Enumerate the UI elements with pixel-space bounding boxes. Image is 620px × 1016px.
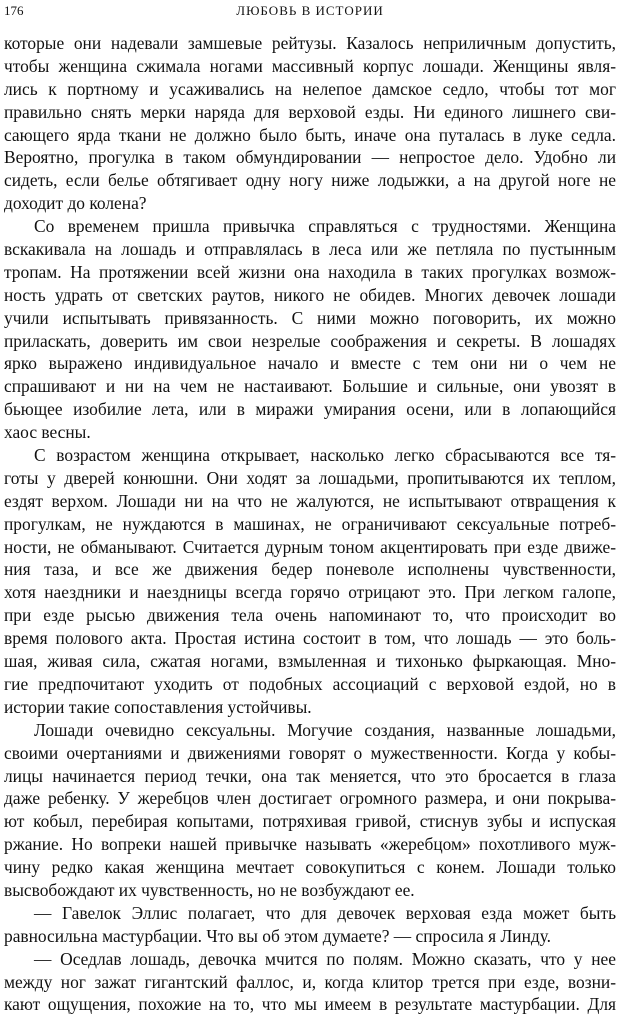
text-line: своими очертаниями и движениями говорят о мужественности. Когда у кобы- (4, 742, 616, 763)
text-line: шая, живая сила, сжатая ногами, взмыленная и тихонько фыркающая. Мно- (4, 651, 616, 672)
text-line: Со временем пришла привычка справляться с трудностями. Женщина (34, 216, 616, 237)
page-header (4, 0, 616, 24)
page-number: 176 (4, 3, 24, 18)
text-line: сающего ярда ткани не должно было быть, иначе она путалась в луке седла. (4, 124, 616, 145)
text-line: ность удрать от светских раутов, никого не обидев. Многих девочек лошади (4, 284, 616, 305)
text-line: Лошади очевидно сексуальны. Могучие создания, названные лошадьми, (34, 719, 616, 740)
text-line: которые они надевали замшевые рейтузы. Казалось неприличным допустить, (4, 33, 616, 53)
text-line: ржание. Но вопреки нашей привычке называть «жеребцом» похотливого муж- (4, 834, 616, 855)
running-title: ЛЮБОВЬ В ИСТОРИИ (236, 3, 384, 18)
text-line: хотя наездники и наездницы всегда горячо отрицают это. При легком галопе, (4, 582, 616, 603)
text-line: кают ощущения, похожие на то, что мы имеем в результате мастурбации. Для (4, 994, 616, 1015)
text-line: ности, не обманывают. Считается дурным тоном акцентировать при езде движе- (4, 536, 616, 557)
text-line: ездят верхом. Лошади ни на что не жалуются, не испытывают отвращения к (4, 490, 616, 511)
text-line: вскакивала на лошадь и отправлялась в леса или же петляла по пустынным (4, 239, 616, 260)
text-line: прогулкам, не нуждаются в машинах, не ограничивают сексуальные потреб- (4, 513, 616, 534)
text-line: — Гавелок Эллис полагает, что для девочек верховая езда может быть (34, 902, 616, 923)
text-line: учили испытывать привязанность. С ними можно поговорить, их можно (4, 307, 616, 328)
text-line: спрашивают и ни на чем не настаивают. Большие и сильные, они увозят в (4, 376, 616, 397)
text-line: даже ребенку. У жеребцов член достигает огромного размера, и они покрыва- (4, 788, 616, 809)
text-line: ярко выражено индивидуальное начало и вместе с тем они ни о чем не (4, 353, 616, 374)
text-line: готы у дверей конюшни. Они ходят за лошадьми, пропитываются их теплом, (4, 467, 616, 488)
text-line: доходит до колена? (4, 193, 147, 214)
text-line: ют кобыл, перебирая копытами, потряхивая гривой, стиснув зубы и испуская (4, 811, 616, 832)
text-line: чтобы женщина сжимала ногами массивный корпус лошади. Женщины явля- (4, 55, 616, 76)
text-line: хаос весны. (4, 422, 91, 443)
text-line: лицы начинается период течки, она так меняется, что это бросается в глаза (4, 765, 616, 786)
text-line: сидеть, если белье обтягивает одну ногу ниже лодыжки, а на другой ноге не (4, 170, 616, 191)
text-line: гие предпочитают уходить от подобных ассоциаций с верховой ездой, но в (4, 673, 616, 694)
text-line: чину редко какая женщина мечтает совокупиться с конем. Лошади только (4, 857, 616, 878)
text-line: между ног зажат гигантский фаллос, и, когда клитор трется при езде, возни- (4, 971, 616, 992)
text-line: ния таза, и все же движения бедер поневоле исполнены чувственности, (4, 559, 616, 580)
text-line: тропам. На протяжении всей жизни она находила в таких прогулках возмож- (4, 261, 616, 282)
text-line: правильно снять мерки наряда для верховой езды. Ни единого лишнего сви- (4, 101, 616, 122)
text-line: время полового акта. Простая истина состоит в том, что лошадь — это боль- (4, 628, 616, 649)
text-line: приласкать, доверить им свои незрелые соображения и секреты. В лошадях (4, 330, 616, 351)
text-line: бьющее изобилие лета, или в миражи умирания осени, или в лопающийся (4, 399, 616, 420)
text-line: Вероятно, прогулка в таком обмундировании — непростое дело. Удобно ли (4, 147, 616, 168)
text-line: равносильна мастурбации. Что вы об этом думаете? — спросила я Линду. (4, 925, 552, 946)
text-line: высвобождают их чувственность, но не возбуждают ее. (4, 879, 415, 900)
text-line: при езде рысью движения тела очень напоминают то, что происходит во (4, 605, 616, 626)
text-line: С возрастом женщина открывает, насколько легко сбрасываются все тя- (34, 445, 616, 466)
text-line: истории такие сопоставления устойчивы. (4, 696, 312, 717)
text-line: лись к портному и усаживались на нелепое дамское седло, чтобы тот мог (4, 78, 616, 99)
body-text (4, 32, 616, 1016)
text-line: — Оседлав лошадь, девочка мчится по полям. Можно сказать, что у нее (34, 948, 616, 969)
